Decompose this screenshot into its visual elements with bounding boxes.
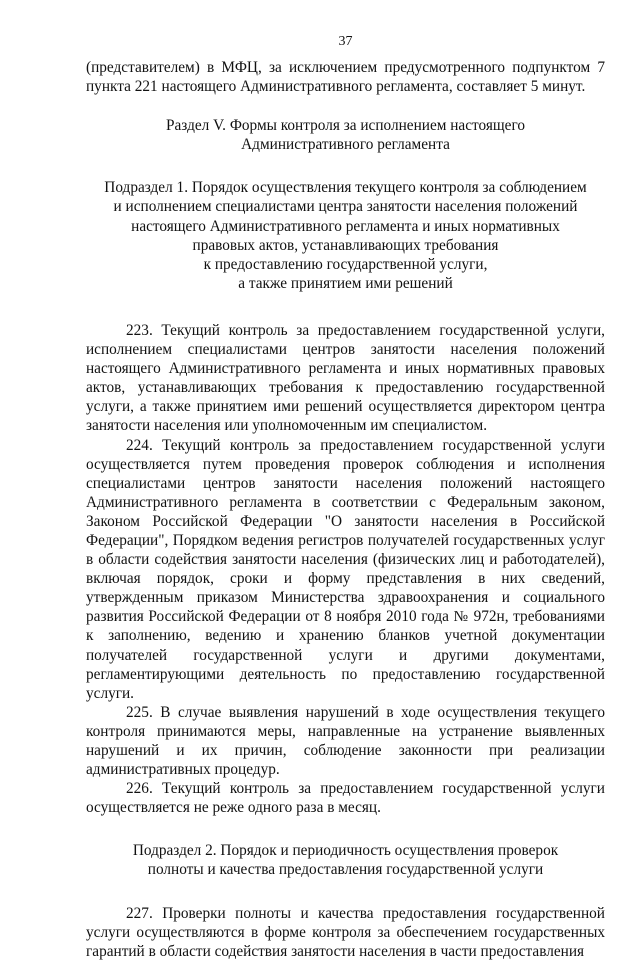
subsection-title-line: настоящего Административного регламента и иных нормативных [131, 217, 560, 235]
paragraph-224: 224. Текущий контроль за предоставлением государственной услуги осуществляется путем проведения проверок соблюдения и исполнения специалистами центров занятости населения положений настоящего Административного регламента в соответствии с Федеральным законом, Законом Российской Федерации "О занятости населения в Российской Федерации", Порядком ведения регистров получателей государственных услуг в области содействия занятости населения (физических лиц и работодателей), включая порядок, сроки и форму представления в них сведений, утвержденным приказом Министерства здравоохранения и социального развития Российской Федерации от 8 ноября 2010 года № 972н, требованиями к заполнению, ведению и хранению бланков учетной документации получателей государственной услуги и другими документами, регламентирующими деятельность по предоставлению государственной услуги. [86, 436, 605, 702]
subsection-title-line: а также принятием ими решений [238, 274, 453, 292]
subsection-title-line: Подраздел 1. Порядок осуществления текущего контроля за соблюдением [104, 179, 587, 197]
subsection-title-line: и исполнением специалистами центра занятости населения положений [113, 198, 578, 216]
subsection-2-title [86, 841, 605, 879]
intro-paragraph: (представителем) в МФЦ, за исключением предусмотренного подпунктом 7 пункта 221 настоящего Административного регламента, составляет 5 минут. [86, 59, 605, 96]
subsection-title-line: полноты и качества предоставления государственной услуги [147, 861, 544, 879]
page-number: 37 [338, 34, 353, 49]
subsection-1-title [86, 178, 605, 293]
paragraph-223: 223. Текущий контроль за предоставлением государственной услуги, исполнением специалистами центров занятости населения положений настоящего Административного регламента и иных нормативных правовых актов, устанавливающих требования к предоставлению государственной услуги, а также принятием ими решений осуществляется директором центра занятости населения или уполномоченным им специалистом. [86, 321, 605, 435]
subsection-title-line: Подраздел 2. Порядок и периодичность осуществления проверок [132, 842, 559, 860]
paragraph-227: 227. Проверки полноты и качества предоставления государственной услуги осуществляются в форме контроля за обеспечением государственных гарантий в области содействия занятости населения в части предоставления [86, 904, 605, 960]
subsection-title-line: к предоставлению государственной услуги, [203, 255, 488, 273]
section-title [86, 116, 605, 154]
section-title-line: Административного регламента [241, 136, 450, 154]
section-title-line: Раздел V. Формы контроля за исполнением настоящего [166, 117, 525, 135]
subsection-title-line: правовых актов, устанавливающих требования [192, 236, 499, 254]
paragraph-226: 226. Текущий контроль за предоставлением государственной услуги осуществляется не реже одного раза в месяц. [86, 780, 605, 817]
paragraph-225: 225. В случае выявления нарушений в ходе осуществления текущего контроля принимаются меры, направленные на устранение выявленных нарушений и их причин, соблюдение законности при реализации административных процедур. [86, 703, 605, 779]
